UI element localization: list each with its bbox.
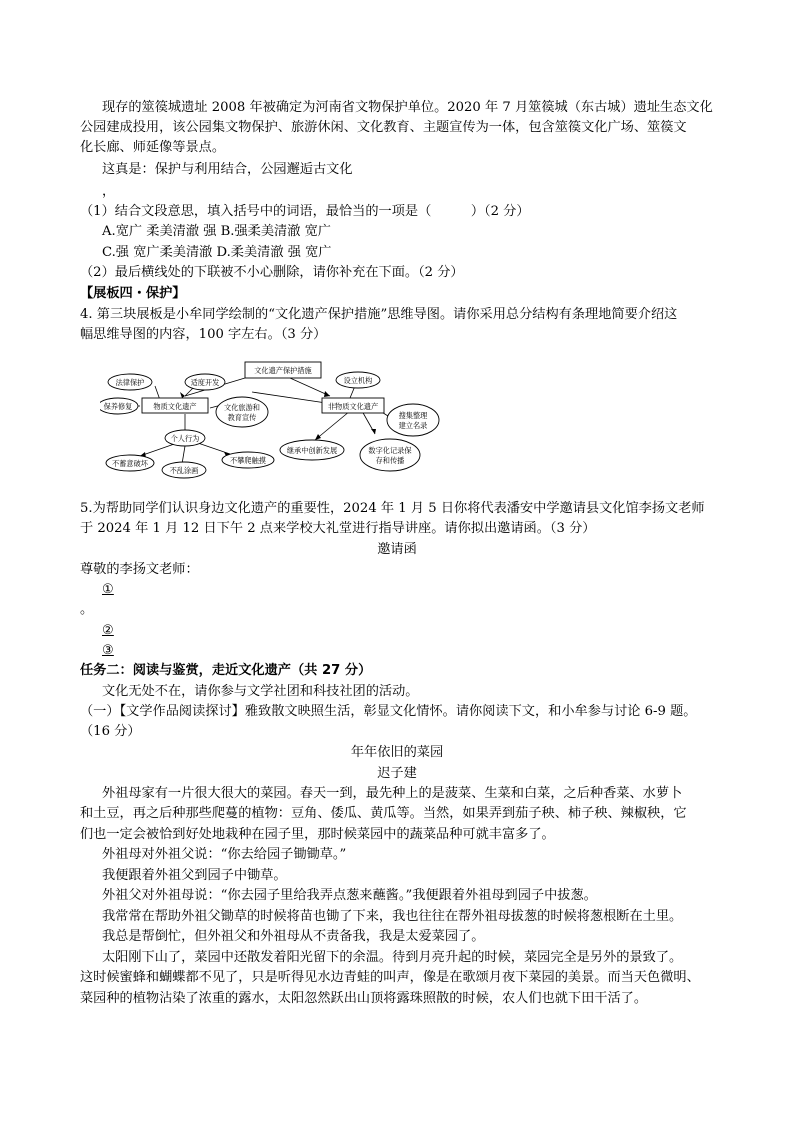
mm-digital-2: 存和传播 bbox=[375, 456, 405, 465]
essay-author: 迟子建 bbox=[377, 766, 417, 781]
section-1-heading-cont: （16 分） bbox=[80, 724, 141, 739]
essay-line: 这时候蜜蜂和蝴蝶都不见了，只是听得见水边青蛙的叫声，像是在歌颂月夜下菜园的美景。而当天色微明、 bbox=[80, 970, 700, 985]
essay-line: 我便跟着外祖父到园子中锄草。 bbox=[102, 868, 287, 883]
question-4-line: 幅思维导图的内容，100 字左右。（3 分） bbox=[80, 327, 327, 342]
question-1-options-cd: C.强 宽广柔美清澈 D.柔美清澈 强 宽广 bbox=[102, 245, 332, 260]
mm-institution: 设立机构 bbox=[343, 376, 373, 385]
essay-line: 和土豆，再之后种那些爬蔓的植物：豆角、倭瓜、黄瓜等。当然，如果弄到茄子秧、柿子秧、辣椒秧，它 bbox=[80, 806, 687, 821]
essay-line: 外祖父对外祖母说：“你去园子里给我弄点葱来蘸酱。”我便跟着外祖母到园子中拔葱。 bbox=[102, 888, 597, 903]
section-1-heading: （一）【文学作品阅读探讨】雅致散文映照生活，彰显文化情怀。请你阅读下文，和小牟参与讨论 6-9 题。 bbox=[80, 704, 697, 719]
mm-nonmaterial: 非物质文化遗产 bbox=[327, 402, 379, 411]
mm-nograffiti: 不乱涂画 bbox=[169, 466, 199, 475]
invitation-title: 邀请函 bbox=[377, 542, 417, 557]
mm-tourism-2: 教育宣传 bbox=[227, 413, 257, 422]
mm-law: 法律保护 bbox=[115, 378, 145, 387]
question-1-stem: （1）结合文段意思，填入括号中的词语，最恰当的一项是（ ）（2 分） bbox=[80, 204, 530, 219]
panel-4-heading: 【展板四・保护】 bbox=[80, 286, 186, 301]
mm-nodamage: 不蓄意破坏 bbox=[112, 459, 148, 468]
essay-line: 菜园种的植物沾染了浓重的露水，太阳忽然跃出山顶将露珠照散的时候，农人们也就下田干活了。 bbox=[80, 991, 648, 1006]
mm-collect-1: 搜集整理 bbox=[398, 411, 428, 420]
paragraph-line: 公园建成投用，该公园集文物保护、旅游休闲、文化教育、主题宣传为一体，包含筮篌文化广场、筮篌文 bbox=[80, 120, 687, 135]
couplet-line: 这真是：保护与利用结合，公园邂逅古文化 bbox=[102, 162, 353, 177]
mm-material: 物质文化遗产 bbox=[153, 402, 197, 411]
mm-repair: 保养修复 bbox=[103, 402, 133, 411]
mm-moderate: 适度开发 bbox=[190, 378, 220, 387]
invitation-blank-3: ③ bbox=[102, 643, 114, 658]
mm-innovate: 继承中创新发展 bbox=[286, 446, 338, 455]
mm-root: 文化遗产保护措施 bbox=[254, 366, 312, 375]
essay-line: 太阳刚下山了，菜园中还散发着阳光留下的余温。待到月亮升起的时候，菜园完全是另外的景致了。 bbox=[102, 950, 683, 965]
mm-personal: 个人行为 bbox=[170, 434, 200, 443]
invitation-blank-1: ① bbox=[102, 582, 114, 597]
essay-line: 我总是帮倒忙，但外祖父和外祖母从不责备我，我是太爱菜园了。 bbox=[102, 929, 485, 944]
task-2-intro: 文化无处不在，请你参与文学社团和科技社团的活动。 bbox=[102, 684, 419, 699]
question-5-line: 5.为帮助同学们认识身边文化遗产的重要性，2024 年 1 月 5 日你将代表潘安中学邀请县文化馆李扬文老师 bbox=[80, 501, 705, 516]
essay-line: 我常常在帮助外祖父锄草的时候将苗也锄了下来，我也往往在帮外祖母拔葱的时候将葱根断在土里。 bbox=[102, 909, 683, 924]
mm-collect-2: 建立名录 bbox=[398, 421, 428, 430]
question-4-line: 4. 第三块展板是小牟同学绘制的“文化遗产保护措施”思维导图。请你采用总分结构有条理地简要介绍这 bbox=[80, 307, 678, 322]
paragraph-line: 化长廊、师延像等景点。 bbox=[80, 140, 226, 155]
couplet-blank-line: ， bbox=[102, 184, 116, 199]
invitation-greeting: 尊敬的李扬文老师： bbox=[80, 562, 199, 577]
task-2-heading: 任务二：阅读与鉴赏，走近文化遗产（共 27 分） bbox=[80, 663, 372, 678]
paragraph-line: 现存的筮篌城遗址 2008 年被确定为河南省文物保护单位。2020 年 7 月筮篌城（东古城）遗址生态文化 bbox=[102, 100, 713, 115]
question-2-stem: （2）最后横线处的下联被不小心删除，请你补充在下面。（2 分） bbox=[80, 265, 464, 280]
mm-digital-1: 数字化记录保 bbox=[368, 446, 412, 455]
essay-line: 外祖母家有一片很大很大的菜园。春天一到，最先种上的是菠菜、生菜和白菜，之后种香菜、水萝卜 bbox=[102, 786, 683, 801]
essay-line: 外祖母对外祖父说：“你去给园子锄锄草。” bbox=[102, 847, 347, 862]
invitation-blank-2: ② bbox=[102, 623, 114, 638]
essay-line: 们也一定会被恰到好处地栽种在园子里，那时候菜园中的蔬菜品种可就丰富多了。 bbox=[80, 827, 555, 842]
essay-title: 年年依旧的菜园 bbox=[350, 745, 444, 760]
question-5-line: 于 2024 年 1 月 12 日下午 2 点来学校大礼堂进行指导讲座。请你拟出邀请函。（3 分） bbox=[80, 521, 596, 536]
mm-tourism-1: 文化旅游和 bbox=[224, 403, 260, 412]
question-1-options-ab: A.宽广 柔美清澈 强 B.强柔美清澈 宽广 bbox=[102, 224, 331, 239]
mind-map-diagram bbox=[100, 356, 440, 486]
mm-noclimb: 不攀爬触摸 bbox=[230, 456, 266, 465]
invitation-period: 。 bbox=[80, 602, 94, 617]
